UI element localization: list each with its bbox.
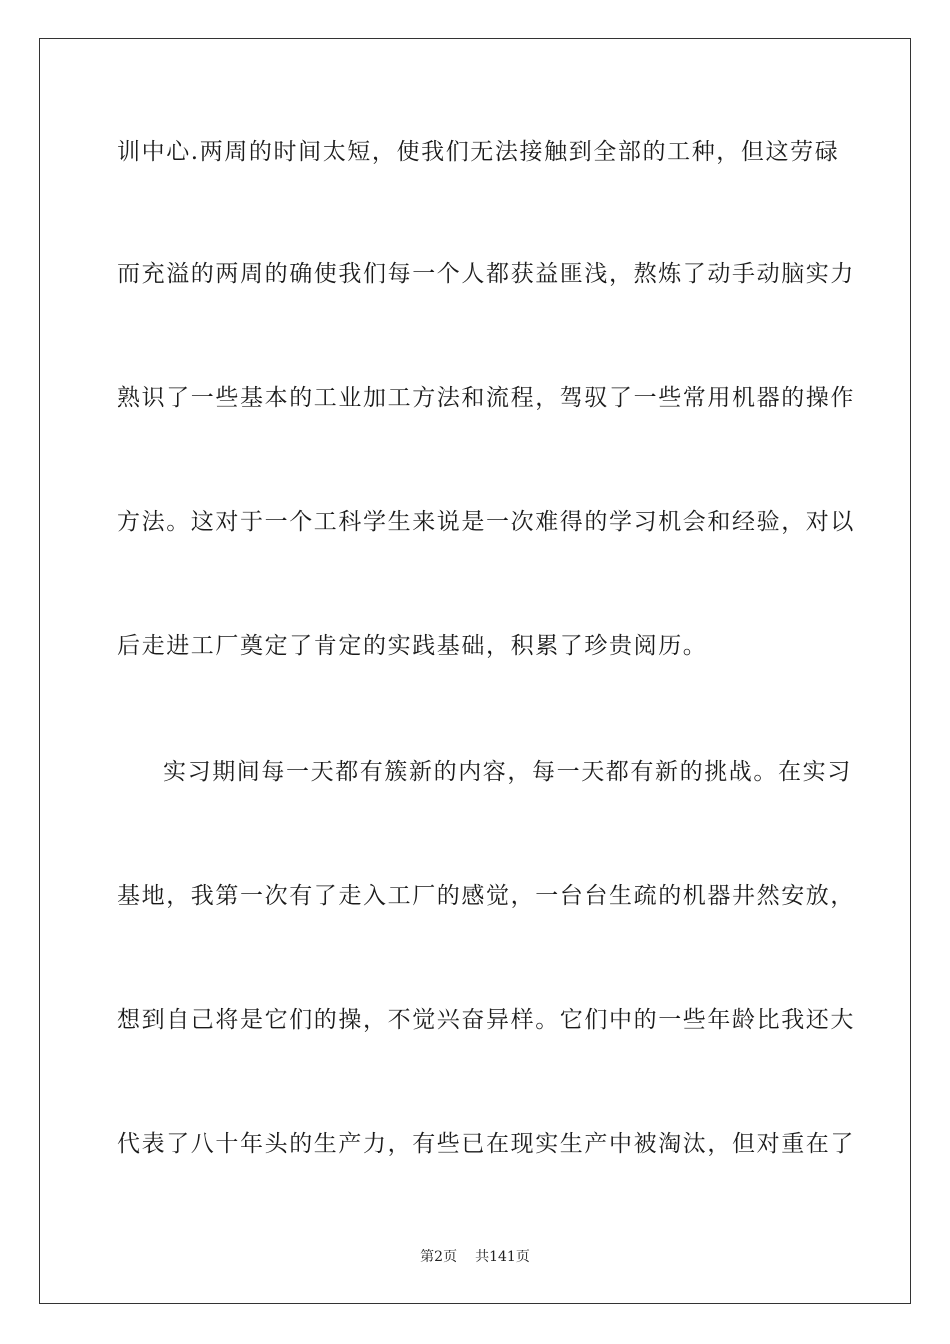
text-line: 后走进工厂奠定了肯定的实践基础，积累了珍贵阅历。	[117, 633, 708, 659]
text-line: 代表了八十年头的生产力，有些已在现实生产中被淘汰，但对重在了	[117, 1131, 855, 1157]
text-line: 实习期间每一天都有簇新的内容，每一天都有新的挑战。在实习	[163, 759, 852, 785]
text-line: 熟识了一些基本的工业加工方法和流程，驾驭了一些常用机器的操作	[117, 385, 855, 411]
page-number: 第2页	[420, 1249, 458, 1265]
text-line: 而充溢的两周的确使我们每一个人都获益匪浅，熬炼了动手动脑实力	[117, 261, 855, 287]
text-line: 想到自己将是它们的操，不觉兴奋异样。它们中的一些年龄比我还大	[117, 1007, 855, 1033]
text-line: 方法。这对于一个工科学生来说是一次难得的学习机会和经验，对以	[117, 509, 855, 535]
text-line: 训中心.两周的时间太短，使我们无法接触到全部的工种，但这劳碌	[117, 139, 840, 165]
page-footer	[0, 1248, 950, 1266]
page-border	[39, 38, 911, 1304]
page-total: 共141页	[475, 1249, 530, 1265]
text-line: 基地，我第一次有了走入工厂的感觉，一台台生疏的机器井然安放，	[117, 883, 855, 909]
